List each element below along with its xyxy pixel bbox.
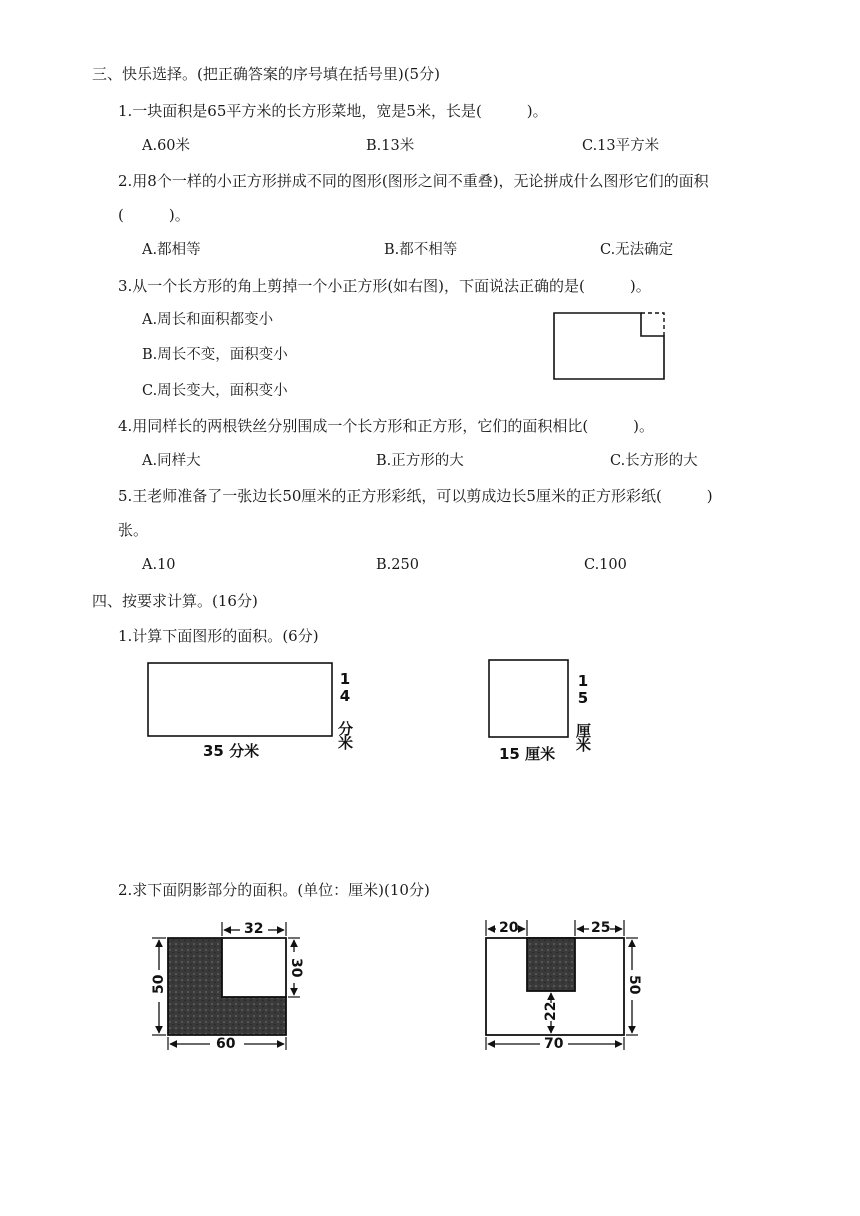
rectangle-length-label: 35 分米	[203, 742, 260, 760]
q2-option-b: B.都不相等	[384, 242, 458, 258]
question-1: 1.一块面积是65平方米的长方形菜地，宽是5米，长是( )。	[118, 102, 548, 120]
fig1-left-dim: 50	[151, 974, 167, 994]
fig2-right-dim: 50	[626, 975, 642, 995]
q4-option-a: A.同样大	[142, 453, 201, 469]
s4-question-1: 1.计算下面图形的面积。(6分)	[118, 627, 319, 645]
question-2: 2.用8个一样的小正方形拼成不同的图形(图形之间不重叠)，无论拼成什么图形它们的面积	[118, 172, 709, 190]
fig2-top-right-dim: 25	[591, 920, 611, 936]
square-figure	[489, 660, 568, 737]
fig2-inner-dim: 22	[543, 1001, 559, 1021]
question-4: 4.用同样长的两根铁丝分别围成一个长方形和正方形，它们的面积相比( )。	[118, 417, 655, 435]
q5-option-b: B.250	[376, 557, 419, 573]
question-2-blank: ( )。	[118, 206, 190, 224]
q5-option-c: C.100	[584, 557, 627, 573]
q2-option-c: C.无法确定	[600, 242, 674, 258]
fig1-top-dim: 32	[244, 921, 264, 937]
q2-option-a: A.都相等	[142, 242, 201, 258]
q3-option-b: B.周长不变，面积变小	[142, 347, 288, 363]
q1-option-c: C.13平方米	[582, 138, 660, 154]
fig1-right-dim: 30	[288, 958, 304, 978]
rectangle-width-label: 14 分米	[336, 670, 354, 749]
s4-question-2: 2.求下面阴影部分的面积。(单位：厘米)(10分)	[118, 881, 430, 899]
shaded-l-figure	[152, 922, 300, 1050]
q1-option-b: B.13米	[366, 138, 415, 154]
q1-option-a: A.60米	[142, 138, 191, 154]
fig2-top-left-dim: 20	[499, 920, 519, 936]
q5-option-a: A.10	[142, 557, 176, 573]
q4-option-c: C.长方形的大	[610, 453, 698, 469]
q4-option-b: B.正方形的大	[376, 453, 464, 469]
square-side-label: 15 厘米	[574, 672, 592, 751]
section4-title: 四、按要求计算。(16分)	[92, 592, 258, 610]
q3-option-a: A.周长和面积都变小	[142, 312, 274, 328]
square-bottom-label: 15 厘米	[499, 745, 556, 763]
cut-corner-diagram	[554, 313, 664, 379]
fig2-bottom-dim: 70	[544, 1036, 564, 1052]
fig1-bottom-dim: 60	[216, 1036, 236, 1052]
q3-option-c: C.周长变大，面积变小	[142, 383, 288, 399]
question-5: 5.王老师准备了一张边长50厘米的正方形彩纸，可以剪成边长5厘米的正方形彩纸( )	[118, 487, 713, 505]
shaded-inner-figure	[486, 920, 638, 1050]
section3-title: 三、快乐选择。(把正确答案的序号填在括号里)(5分)	[92, 65, 440, 83]
question-5-unit: 张。	[118, 521, 149, 539]
question-3: 3.从一个长方形的角上剪掉一个小正方形(如右图)，下面说法正确的是( )。	[118, 277, 651, 295]
rectangle-figure	[148, 663, 332, 736]
